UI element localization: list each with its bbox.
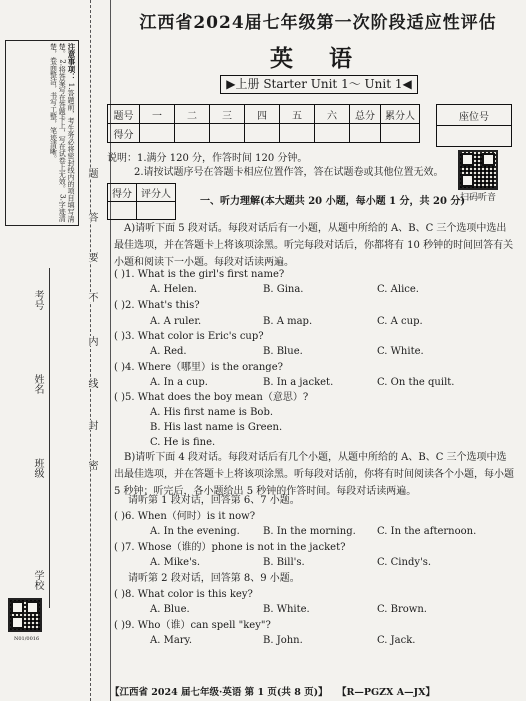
dialogue-1-intro: 请听第 1 段对话，回答第 6、7 小题。 xyxy=(128,495,300,506)
question-7-option-b[interactable]: B. Bill's. xyxy=(263,557,305,568)
seal-char: 线 xyxy=(86,378,97,388)
question-5-option-a[interactable]: A. His first name is Bob. xyxy=(150,407,274,418)
page-footer xyxy=(110,684,435,698)
question-4-option-c[interactable]: C. On the quilt. xyxy=(377,377,455,388)
grader-label: 评分人 xyxy=(137,184,176,202)
fill-line xyxy=(49,268,50,608)
score-header: 四 xyxy=(245,105,280,124)
score-header: 总分 xyxy=(350,105,381,124)
question-3: ( )3. What color is Eric's cup? xyxy=(114,331,264,342)
score-header: 三 xyxy=(210,105,245,124)
section-score-box xyxy=(107,183,176,220)
label-school: 学校 xyxy=(32,570,43,590)
label-name: 姓名 xyxy=(32,374,43,394)
score-box-label: 得分 xyxy=(108,184,137,202)
seat-label: 座位号 xyxy=(437,105,512,126)
score-cell[interactable] xyxy=(280,124,315,143)
question-6: ( )6. When（何时）is it now? xyxy=(114,511,256,522)
score-cell[interactable] xyxy=(315,124,350,143)
seat-table xyxy=(436,104,512,147)
score-row-label: 得分 xyxy=(108,124,140,143)
score-header: 累分人 xyxy=(381,105,420,124)
question-9-option-b[interactable]: B. John. xyxy=(263,635,303,646)
score-header-row xyxy=(108,105,420,124)
seal-char: 密 xyxy=(86,460,97,470)
question-3-option-c[interactable]: C. White. xyxy=(377,346,424,357)
seal-char: 题 xyxy=(86,168,97,178)
score-header: 一 xyxy=(140,105,175,124)
score-header: 六 xyxy=(315,105,350,124)
part-b-instructions: B)请听下面 4 段对话。每段对话后有几个小题，从题中所给的 A、B、C 三个选项中选出最佳选项，并在答题卡上将该项涂黑。听每段对话前，你将有时间阅读各个小题，每小题 5 秒钟；听完后，各小题给出 5 秒钟的作答时间。每段对话读两遍。 xyxy=(114,452,514,497)
score-table xyxy=(107,104,420,143)
score-cell[interactable] xyxy=(175,124,210,143)
question-7-option-c[interactable]: C. Cindy's. xyxy=(377,557,432,568)
notice-line-3: 3.字迹清楚，卷面整洁，书写工整，笔迹清晰。 xyxy=(49,43,67,222)
qr-code-label: N01/0016 xyxy=(14,636,40,642)
score-header: 五 xyxy=(280,105,315,124)
section-heading: 一、听力理解(本大题共 20 小题，每小题 1 分，共 20 分) xyxy=(200,196,466,207)
notice-line-2: 2.将答案写在答题卡上，写在试卷上无效。 xyxy=(58,59,67,192)
seat-cell[interactable] xyxy=(437,126,512,147)
score-header: 二 xyxy=(175,105,210,124)
label-class: 班级 xyxy=(32,458,43,478)
question-8-option-c[interactable]: C. Brown. xyxy=(377,604,427,615)
question-6-option-c[interactable]: C. In the afternoon. xyxy=(377,526,477,537)
score-cell[interactable] xyxy=(245,124,280,143)
question-2-option-b[interactable]: B. A map. xyxy=(263,316,313,327)
question-6-option-b[interactable]: B. In the morning. xyxy=(263,526,356,537)
question-4: ( )4. Where（哪里）is the orange? xyxy=(114,362,283,373)
score-cell[interactable] xyxy=(350,124,381,143)
seal-line xyxy=(90,0,91,701)
exam-title: 江西省2024届七年级第一次阶段适应性评估 xyxy=(139,13,497,33)
score-cell[interactable] xyxy=(210,124,245,143)
seal-char: 封 xyxy=(86,420,97,430)
question-1-option-a[interactable]: A. Helen. xyxy=(150,284,197,295)
question-9: ( )9. Who（谁）can spell "key"? xyxy=(114,620,271,631)
subject-title: 英 语 xyxy=(269,45,366,72)
question-2-option-c[interactable]: C. A cup. xyxy=(377,316,423,327)
question-4-option-b[interactable]: B. In a jacket. xyxy=(263,377,334,388)
question-1-option-c[interactable]: C. Alice. xyxy=(377,284,419,295)
score-cell[interactable] xyxy=(140,124,175,143)
dialogue-2-intro: 请听第 2 段对话，回答第 8、9 小题。 xyxy=(128,573,300,584)
label-exam-number: 考号 xyxy=(32,290,43,310)
part-a-instructions: A)请听下面 5 段对话。每段对话后有一小题，从题中所给的 A、B、C 三个选项中选出最佳选项，并在答题卡上将该项涂黑。听完每段对话后，你都将有 10 秒钟的时间回答有关小题和阅读下一小题。每段对话读两遍。 xyxy=(114,223,514,268)
footer-left: 【江西省 2024 届七年级·英语 第 1 页(共 8 页)】 xyxy=(110,687,328,698)
question-7: ( )7. Whose（谁的）phone is not in the jacket? xyxy=(114,542,346,553)
seal-char: 内 xyxy=(86,336,97,346)
question-5-option-c[interactable]: C. He is fine. xyxy=(150,437,216,448)
qr-caption: 扫码听音 xyxy=(460,193,497,203)
question-6-option-a[interactable]: A. In the evening. xyxy=(150,526,240,537)
seal-char: 不 xyxy=(86,292,97,302)
score-header: 题号 xyxy=(108,105,140,124)
question-2-option-a[interactable]: A. A ruler. xyxy=(150,316,202,327)
binding-margin xyxy=(0,0,111,701)
unit-range: ▶上册 Starter Unit 1～ Unit 1◀ xyxy=(220,75,418,94)
qr-code-right[interactable] xyxy=(458,150,498,190)
notice-title: 注意事项： xyxy=(67,43,76,81)
score-cell[interactable] xyxy=(381,124,420,143)
score-box-cell[interactable] xyxy=(108,202,137,220)
question-8-option-a[interactable]: A. Blue. xyxy=(150,604,190,615)
seal-char: 答 xyxy=(86,212,97,222)
question-7-option-a[interactable]: A. Mike's. xyxy=(150,557,201,568)
question-3-option-a[interactable]: A. Red. xyxy=(150,346,187,357)
notice-line-1: 1.答题前，考生务必将密封线内的项目填写清楚。 xyxy=(58,43,75,223)
question-4-option-a[interactable]: A. In a cup. xyxy=(150,377,208,388)
footer-code: 【R—PGZX A—JX】 xyxy=(336,687,435,698)
seal-char: 要 xyxy=(86,252,97,262)
question-9-option-c[interactable]: C. Jack. xyxy=(377,635,416,646)
grader-cell[interactable] xyxy=(137,202,176,220)
question-1: ( )1. What is the girl's first name? xyxy=(114,269,285,280)
notice-box xyxy=(5,40,79,226)
question-8: ( )8. What color is this key? xyxy=(114,589,253,600)
question-5-option-b[interactable]: B. His last name is Green. xyxy=(150,422,283,433)
question-8-option-b[interactable]: B. White. xyxy=(263,604,310,615)
question-5: ( )5. What does the boy mean（意思）? xyxy=(114,392,309,403)
note-line-2: 2.请按试题序号在答题卡相应位置作答，答在试题卷或其他位置无效。 xyxy=(134,167,444,178)
score-row xyxy=(108,124,420,143)
qr-code-left[interactable] xyxy=(8,598,42,632)
note-line-1: 说明：1.满分 120 分，作答时间 120 分钟。 xyxy=(107,153,308,164)
question-2: ( )2. What's this? xyxy=(114,300,200,311)
question-9-option-a[interactable]: A. Mary. xyxy=(150,635,193,646)
question-1-option-b[interactable]: B. Gina. xyxy=(263,284,304,295)
question-3-option-b[interactable]: B. Blue. xyxy=(263,346,303,357)
